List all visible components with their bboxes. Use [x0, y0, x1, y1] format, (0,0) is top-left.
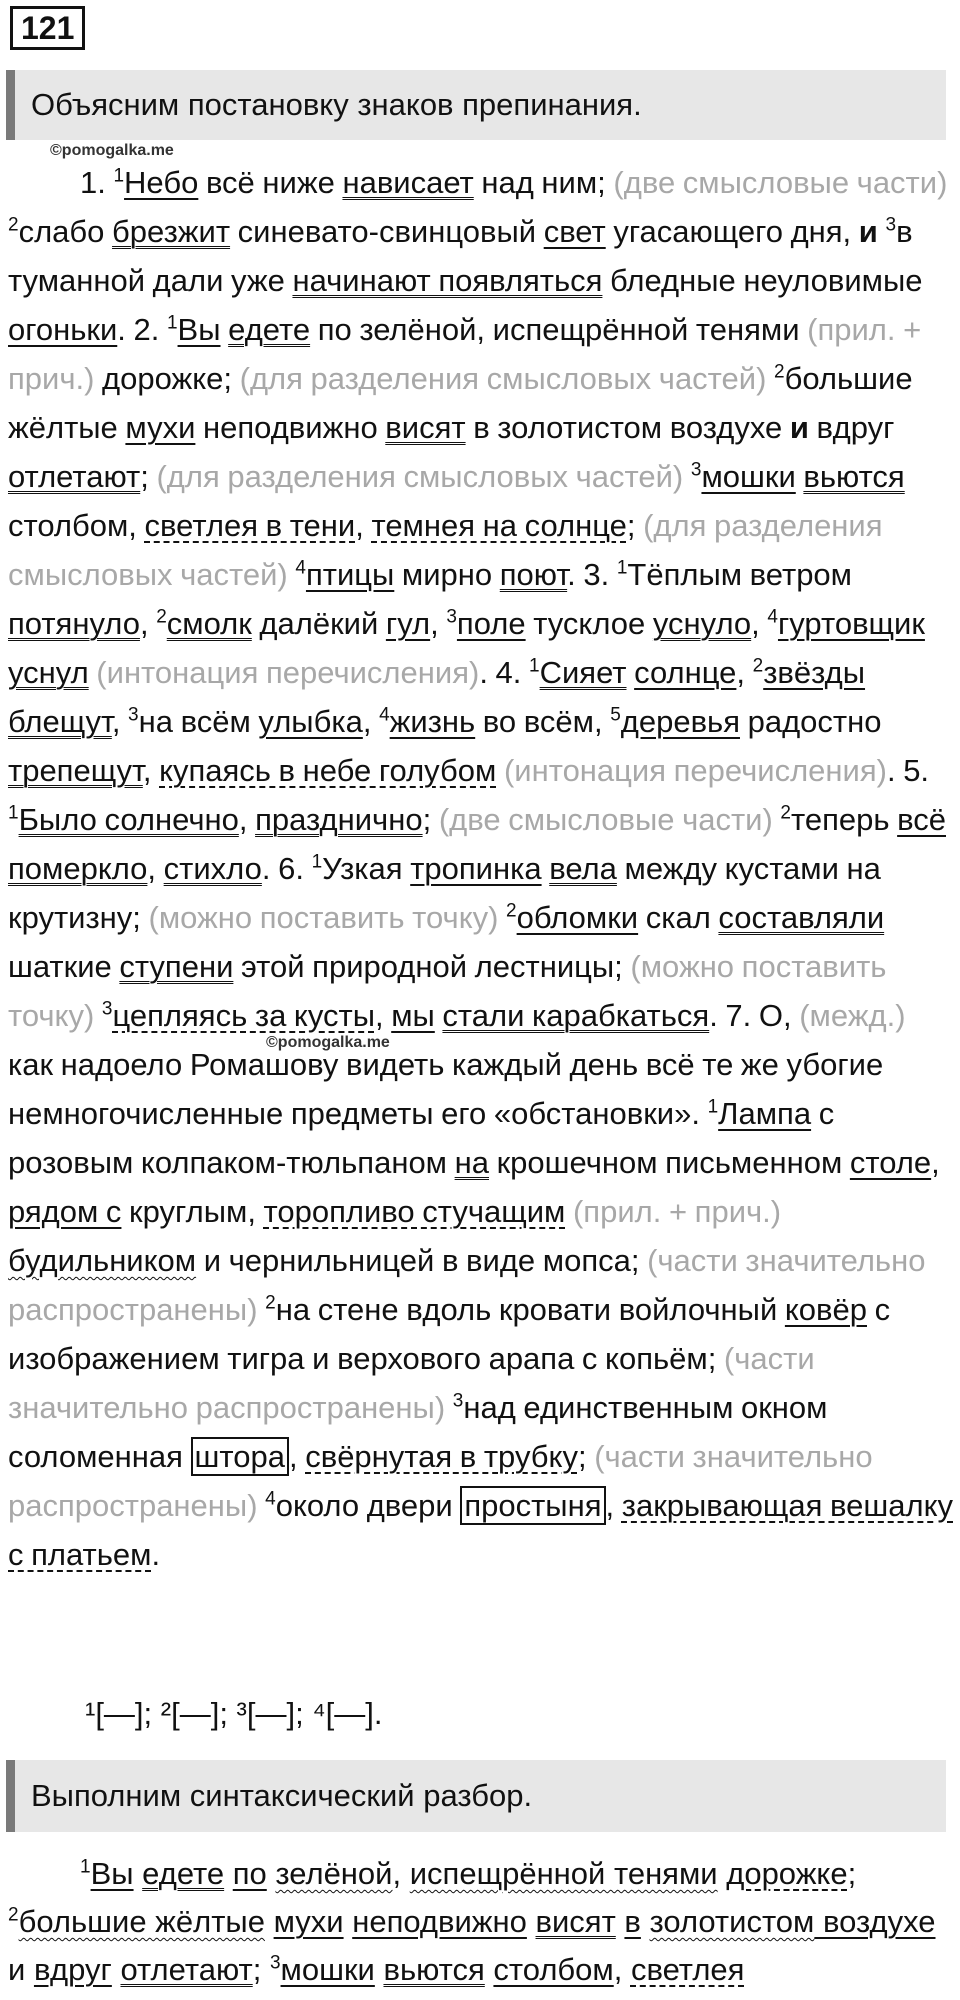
syntax-analysis-text	[8, 1850, 953, 1994]
explanation-text	[8, 158, 953, 1579]
section-parse-title: Выполним синтаксический разбор.	[31, 1778, 533, 1813]
watermark: ©pomogalka.me	[50, 142, 174, 159]
analysis-paragraph: $^1$Вы едете по зелёной, испещрённой тенями дорожке; $^2$большие жёлтые мухи неподвижно висят в золотистом воздухе и вдруг отлетают; $^3$мошки вьются столбом, светлея	[8, 1856, 936, 1987]
boxed-word: штора	[191, 1437, 289, 1476]
watermark: ©pomogalka.me	[266, 1034, 390, 1051]
explanation-paragraph: 1. $^1$Небо всё ниже нависает над ним; (две смысловые части) $^2$слабо брезжит синевато-свинцовый свет угасающего дня, и $^3$в туманной дали уже начинают появляться бледные неуловимые огоньки. 2. $^1$Вы едете по зелёной, испещрённой тенями (прил. + прич.) дорожке; (для разделения смысловых частей) $^2$большие жёлтые мухи неподвижно висят в золотистом воздухе и вдруг отлетают; (для разделения смысловых частей) $^3$мошки вьются столбом, светлея в тени, темнея на солнце; (для разделения смысловых частей) $^4$птицы мирно поют. 3. $^1$Тёплым ветром потянуло, $^2$смолк далёкий гул, $^3$поле тусклое уснуло, $^4$гуртовщик уснул (интонация перечисления). 4. $^1$Сияет солнце, $^2$звёзды блещут, $^3$на всём улыбка, $^4$жизнь во всём, $^5$деревья радостно трепещут, купаясь в небе голубом (интонация перечисления). 5. $^1$Было солнечно, празднично; (две смысловые части) $^2$теперь всё померкло, стихло. 6. $^1$Узкая тропинка вела между кустами на крутизну; (можно поставить точку) $^2$обломки скал составляли шаткие ступени этой природной лестницы; (можно поставить точку) $^3$цепляясь за кусты, мы стали карабкаться. 7. О, (межд.) как надоело Ромашову видеть каждый день всё те же убогие немногочисленные предметы его «обстановки». $^1$Лампа с розовым колпаком-тюльпаном на крошечном письменном столе, рядом с круглым, торопливо стучащим (прил. + прич.) будильником и чернильницей в виде мопса; (части значительно распространены) $^2$на стене вдоль кровати войлочный ковёр с изображением тигра и верхового арапа с копьём; (части значительно распространены) $^3$над единственным окном соломенная штора , свёрнутая в трубку; (части значительно распространены) $^4$около двери простыня , закрывающая вешалку с платьем.	[8, 165, 954, 1572]
exercise-number: 121	[10, 6, 85, 50]
section-explain-heading	[6, 70, 946, 140]
note-grey: (две смысловые части)	[613, 165, 948, 200]
section-explain-title: Объясним постановку знаков препинания.	[31, 87, 642, 122]
boxed-word: простыня	[460, 1486, 605, 1525]
section-parse-heading	[6, 1760, 946, 1832]
sentence-schema: ¹[—]; ²[—]; ³[—]; ⁴[—].	[85, 1696, 383, 1731]
